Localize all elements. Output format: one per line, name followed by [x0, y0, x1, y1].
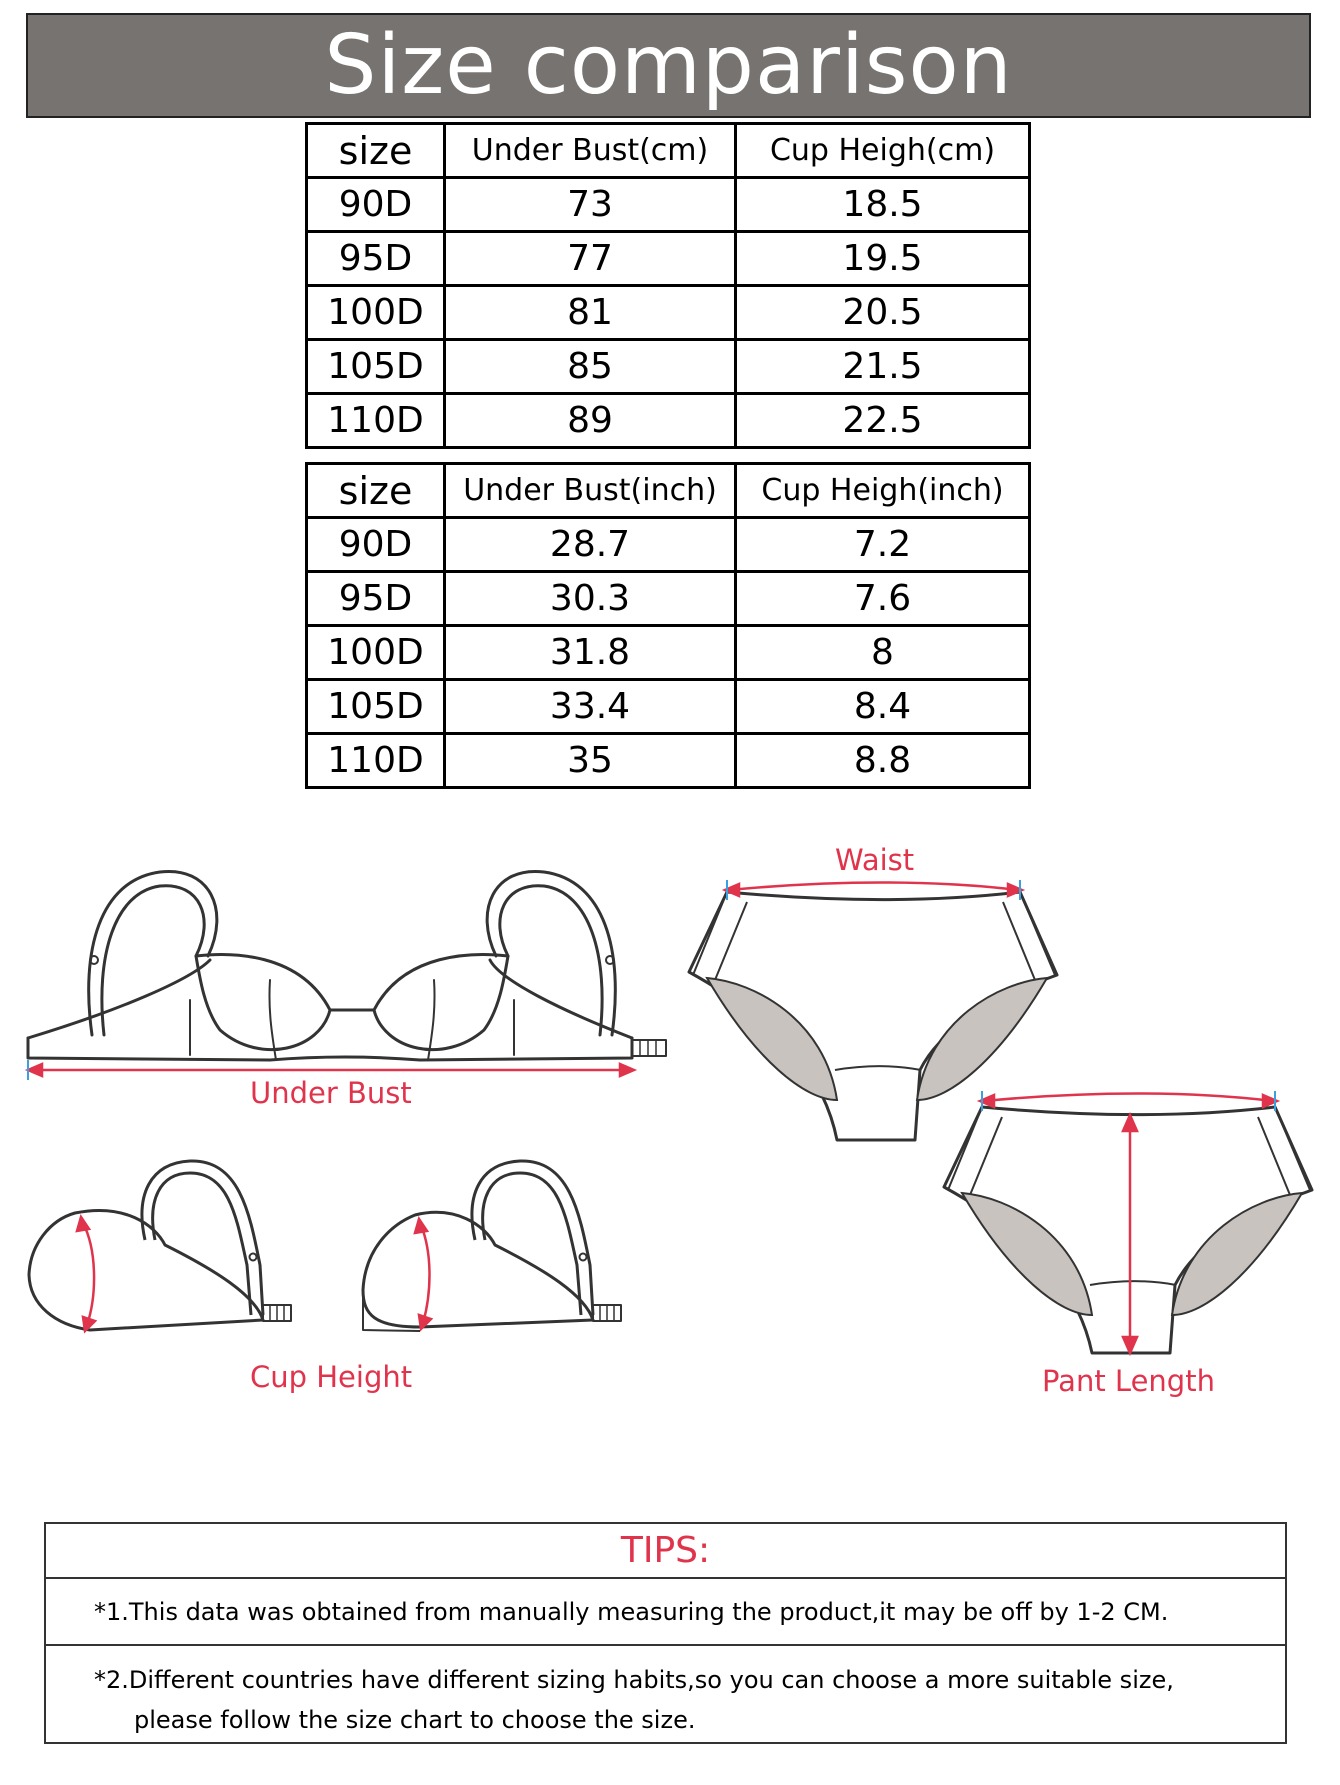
- under-bust-label: Under Bust: [250, 1076, 412, 1110]
- tips-heading: TIPS:: [46, 1524, 1285, 1579]
- cell-cup-height: 22.5: [736, 394, 1030, 448]
- size-table-cm: [305, 122, 1031, 449]
- header-under-bust: Under Bust(inch): [445, 464, 736, 518]
- table-row: [307, 394, 1030, 448]
- cell-cup-height: 7.2: [736, 518, 1030, 572]
- cell-under-bust: 85: [445, 340, 736, 394]
- table-row: [307, 286, 1030, 340]
- cell-size: 105D: [307, 340, 445, 394]
- header-size: size: [307, 124, 445, 178]
- cell-size: 110D: [307, 734, 445, 788]
- table-row: [307, 178, 1030, 232]
- cup-height-label: Cup Height: [250, 1360, 413, 1394]
- cell-cup-height: 18.5: [736, 178, 1030, 232]
- table-row: [307, 340, 1030, 394]
- table-header-row: [307, 124, 1030, 178]
- header-cup-height: Cup Heigh(inch): [736, 464, 1030, 518]
- cell-under-bust: 31.8: [445, 626, 736, 680]
- size-table-inch: [305, 462, 1031, 789]
- cell-under-bust: 81: [445, 286, 736, 340]
- tip-1: *1.This data was obtained from manually measuring the product,it may be off by 1-2 CM.: [46, 1579, 1285, 1646]
- cell-size: 100D: [307, 286, 445, 340]
- tip-2: [46, 1646, 1285, 1740]
- cell-cup-height: 8.4: [736, 680, 1030, 734]
- waist-label: Waist: [835, 843, 915, 877]
- cell-under-bust: 89: [445, 394, 736, 448]
- cell-under-bust: 33.4: [445, 680, 736, 734]
- tips-box: [44, 1522, 1287, 1744]
- cell-cup-height: 21.5: [736, 340, 1030, 394]
- bra-side-diagram-right: [355, 1155, 665, 1345]
- bra-front-diagram: [20, 860, 670, 1100]
- header-size: size: [307, 464, 445, 518]
- cell-cup-height: 7.6: [736, 572, 1030, 626]
- cell-cup-height: 8: [736, 626, 1030, 680]
- title-bar: [26, 13, 1311, 118]
- header-cup-height: Cup Heigh(cm): [736, 124, 1030, 178]
- cell-size: 90D: [307, 178, 445, 232]
- cell-cup-height: 19.5: [736, 232, 1030, 286]
- table-row: [307, 734, 1030, 788]
- cell-size: 90D: [307, 518, 445, 572]
- cell-under-bust: 28.7: [445, 518, 736, 572]
- cell-size: 105D: [307, 680, 445, 734]
- table-row: [307, 626, 1030, 680]
- tip-2-line-1: *2.Different countries have different sizing habits,so you can choose a more suitable size,: [94, 1666, 1174, 1694]
- table-row: [307, 680, 1030, 734]
- table-header-row: [307, 464, 1030, 518]
- panty-back-diagram: [940, 1085, 1320, 1365]
- header-under-bust: Under Bust(cm): [445, 124, 736, 178]
- cell-under-bust: 35: [445, 734, 736, 788]
- cell-size: 95D: [307, 572, 445, 626]
- table-row: [307, 518, 1030, 572]
- cell-size: 110D: [307, 394, 445, 448]
- pant-length-label: Pant Length: [1042, 1364, 1215, 1398]
- cell-cup-height: 20.5: [736, 286, 1030, 340]
- page-title: Size comparison: [324, 18, 1013, 113]
- table-row: [307, 572, 1030, 626]
- table-row: [307, 232, 1030, 286]
- tip-2-line-2: please follow the size chart to choose the size.: [134, 1706, 696, 1734]
- cell-cup-height: 8.8: [736, 734, 1030, 788]
- cell-under-bust: 73: [445, 178, 736, 232]
- bra-side-diagram-left: [25, 1155, 335, 1345]
- cell-size: 100D: [307, 626, 445, 680]
- cell-size: 95D: [307, 232, 445, 286]
- cell-under-bust: 77: [445, 232, 736, 286]
- cell-under-bust: 30.3: [445, 572, 736, 626]
